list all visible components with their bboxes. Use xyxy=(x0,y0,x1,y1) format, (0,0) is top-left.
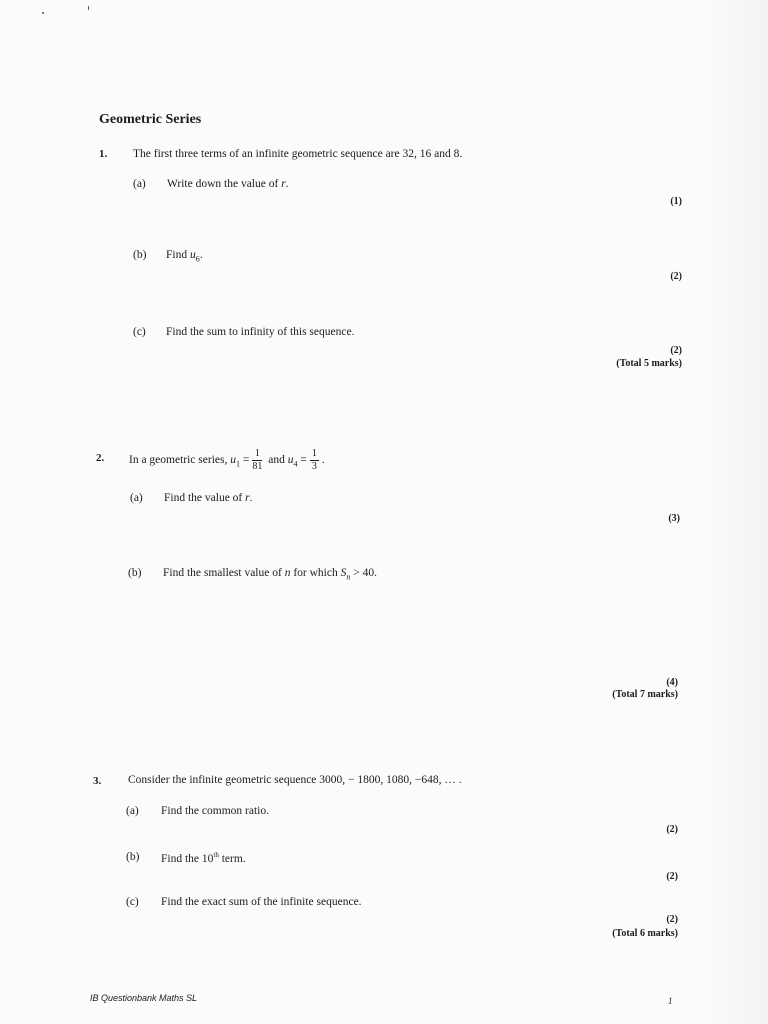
q2-part-b-text: Find the smallest value of n for which $S_n > 40$. xyxy=(163,567,377,582)
q1-part-a-text: Write down the value of r. xyxy=(167,178,289,190)
q1-part-c-mark: (2) xyxy=(670,345,682,356)
q3-total-marks: (Total 6 marks) xyxy=(612,928,678,939)
q2-part-b-mark: (4) xyxy=(666,677,678,688)
question-1-number: 1. xyxy=(99,148,108,160)
scan-speck xyxy=(42,12,44,14)
q3-part-b-label: (b) xyxy=(126,851,140,863)
question-2-number: 2. xyxy=(96,452,105,464)
scan-speck xyxy=(88,6,89,10)
footer-source: IB Questionbank Maths SL xyxy=(90,993,198,1003)
q3-part-b-mark: (2) xyxy=(666,871,678,882)
fraction-u4: $\frac{1}{3}$ xyxy=(311,447,317,472)
q3-part-a-label: (a) xyxy=(126,805,139,817)
q2-total-marks: (Total 7 marks) xyxy=(612,689,678,700)
q1-total-marks: (Total 5 marks) xyxy=(616,358,682,369)
q2-part-a-label: (a) xyxy=(130,492,143,504)
q2-part-a-text: Find the value of r. xyxy=(164,492,253,504)
page-edge-shadow xyxy=(706,0,768,1024)
q3-part-c-text: Find the exact sum of the infinite sequence. xyxy=(161,896,362,908)
page-title: Geometric Series xyxy=(99,112,202,127)
q3-part-b-text: Find the 10th term. xyxy=(161,851,246,865)
question-1-text: The first three terms of an infinite geometric sequence are 32, 16 and 8. xyxy=(133,148,463,160)
fraction-u1: $\frac{1}{81}$ xyxy=(252,447,263,472)
question-2-text: In a geometric series, $u_1$ = $\frac{1}{81}$ and $u_4$ = $\frac{1}{3}$ . xyxy=(129,447,325,472)
q1-part-b-text: Find $u_6$. xyxy=(166,249,203,264)
q2-part-b-label: (b) xyxy=(128,567,142,579)
q1-part-a-mark: (1) xyxy=(670,196,682,207)
q3-part-c-label: (c) xyxy=(126,896,139,908)
question-3-text: Consider the infinite geometric sequence 3000, − 1800, 1080, −648, … . xyxy=(128,774,462,786)
q1-part-a-label: (a) xyxy=(133,178,146,190)
q1-part-c-text: Find the sum to infinity of this sequence. xyxy=(166,326,355,338)
q1-part-c-label: (c) xyxy=(133,326,146,338)
q1-part-b-mark: (2) xyxy=(670,271,682,282)
q1-part-b-label: (b) xyxy=(133,249,147,261)
question-3-number: 3. xyxy=(93,775,102,787)
q2-part-a-mark: (3) xyxy=(668,513,680,524)
q3-part-a-text: Find the common ratio. xyxy=(161,805,269,817)
q3-part-c-mark: (2) xyxy=(666,914,678,925)
footer-page-number: 1 xyxy=(668,996,673,1006)
q3-part-a-mark: (2) xyxy=(666,824,678,835)
